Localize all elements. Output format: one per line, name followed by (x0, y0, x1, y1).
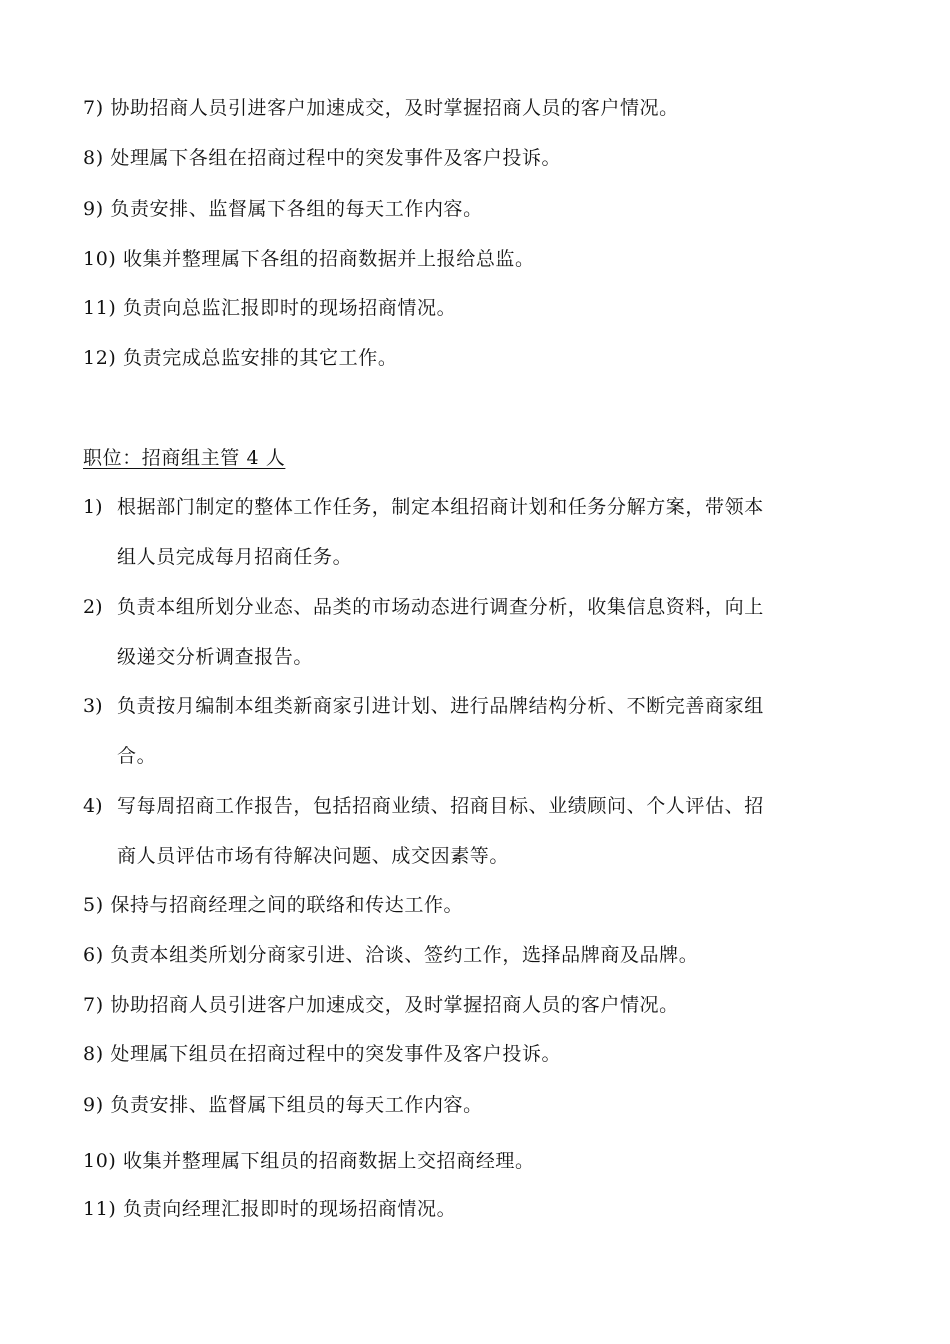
item-text-line: 商人员评估市场有待解决问题、成交因素等。 (117, 845, 510, 867)
list-item: 7) 协助招商人员引进客户加速成交，及时掌握招商人员的客户情况。 (83, 97, 679, 119)
item-text (117, 694, 858, 768)
list-item: 11) 负责向经理汇报即时的现场招商情况。 (83, 1198, 457, 1220)
item-text (117, 794, 858, 868)
list-item: 7) 协助招商人员引进客户加速成交，及时掌握招商人员的客户情况。 (83, 994, 679, 1016)
list-item: 10) 收集并整理属下组员的招商数据上交招商经理。 (83, 1150, 535, 1172)
list-item: 9) 负责安排、监督属下组员的每天工作内容。 (83, 1094, 483, 1116)
list-item: 11) 负责向总监汇报即时的现场招商情况。 (83, 297, 457, 319)
item-number: 3) (83, 695, 103, 717)
item-text-line: 组人员完成每月招商任务。 (117, 546, 353, 568)
item-text-line: 负责按月编制本组类新商家引进计划、进行品牌结构分析、不断完善商家组 (117, 695, 764, 717)
item-text (117, 595, 858, 669)
list-item: 10) 收集并整理属下各组的招商数据并上报给总监。 (83, 248, 535, 270)
list-item: 12) 负责完成总监安排的其它工作。 (83, 347, 398, 369)
item-number: 4) (83, 795, 103, 817)
list-item: 5) 保持与招商经理之间的联络和传达工作。 (83, 894, 464, 916)
item-number: 2) (83, 596, 103, 618)
item-text-line: 写每周招商工作报告，包括招商业绩、招商目标、业绩顾问、个人评估、招 (117, 795, 764, 817)
item-number: 1) (83, 496, 103, 518)
list-item: 8) 处理属下各组在招商过程中的突发事件及客户投诉。 (83, 147, 562, 169)
item-text-line: 合。 (117, 745, 157, 767)
item-text (117, 495, 858, 569)
section-heading: 职位：招商组主管 4 人 (83, 447, 286, 469)
item-text-line: 级递交分析调查报告。 (117, 646, 314, 668)
list-item: 9) 负责安排、监督属下各组的每天工作内容。 (83, 198, 483, 220)
item-text-line: 根据部门制定的整体工作任务，制定本组招商计划和任务分解方案，带领本 (117, 496, 764, 518)
item-text-line: 负责本组所划分业态、品类的市场动态进行调查分析，收集信息资料，向上 (117, 596, 764, 618)
list-item: 8) 处理属下组员在招商过程中的突发事件及客户投诉。 (83, 1043, 562, 1065)
list-item: 6) 负责本组类所划分商家引进、洽谈、签约工作，选择品牌商及品牌。 (83, 944, 699, 966)
